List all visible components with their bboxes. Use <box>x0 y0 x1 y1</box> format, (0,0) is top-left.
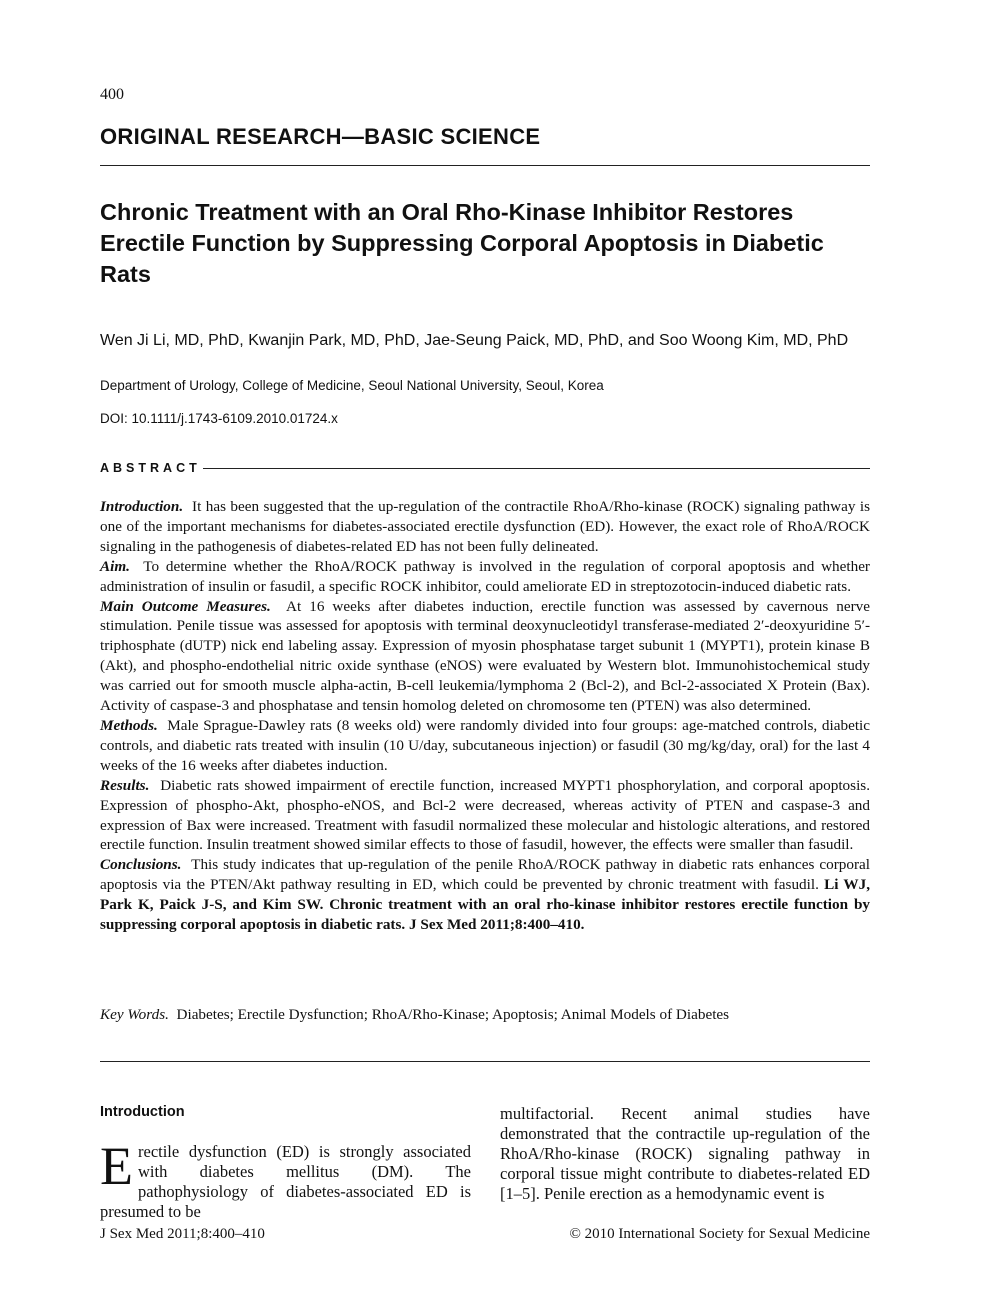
article-title: Chronic Treatment with an Oral Rho-Kinase Inhibitor Restores Erectile Function by Suppressing Corporal Apoptosis in Diabetic Rats <box>100 199 824 287</box>
abstract-body <box>100 497 870 935</box>
abstract-heading-rule <box>203 468 870 469</box>
header-divider <box>100 165 870 166</box>
keywords <box>100 1006 870 1024</box>
abstract-aim-label: Aim. <box>100 557 130 575</box>
keywords-text: Diabetes; Erectile Dysfunction; RhoA/Rho-Kinase; Apoptosis; Animal Models of Diabetes <box>176 1006 730 1023</box>
abstract-aim-text: To determine whether the RhoA/ROCK pathway is involved in the regulation of corporal apoptosis and whether administration of insulin or fasudil, a specific ROCK inhibitor, could ameliorate ED in streptozotocin-induced diabetic rats. <box>100 557 870 595</box>
footer-copyright: © 2010 International Society for Sexual Medicine <box>569 1226 870 1242</box>
abstract-divider <box>100 1061 870 1062</box>
introduction-heading: Introduction <box>100 1104 185 1120</box>
abstract-results-text: Diabetic rats showed impairment of erectile function, increased MYPT1 phosphorylation, and corporal apoptosis. Expression of phospho-Akt, phospho-eNOS, and Bcl-2 were decreased, whereas activity of PTEN and caspase-3 and expression of Bax were increased. Treatment with fasudil normalized these molecular and histologic alterations, and restored erectile function. Insulin treatment showed similar effects to those of fasudil, however, the effects were smaller than fasudil. <box>100 776 870 854</box>
abstract-conclusions-label: Conclusions. <box>100 856 182 874</box>
doi: DOI: 10.1111/j.1743-6109.2010.01724.x <box>100 411 338 426</box>
abstract-methods-text: Male Sprague-Dawley rats (8 weeks old) were randomly divided into four groups: age-matched controls, diabetic controls, and diabetic rats treated with insulin (10 U/day, subcutaneous injection) or fasudil (30 mg/kg/day, oral) for the last 4 weeks of the 16 weeks after diabetes induction. <box>100 716 870 774</box>
drop-cap: E <box>100 1136 133 1196</box>
abstract-introduction-text: It has been suggested that the up-regulation of the contractile RhoA/Rho-kinase (ROCK) signaling pathway is one of the important mechanisms for diabetes-associated erectile dysfunction (ED). However, the exact role of RhoA/ROCK signaling in the pathogenesis of diabetes-related ED has not been fully delineated. <box>100 498 870 555</box>
abstract-methods <box>100 716 870 776</box>
keywords-label: Key Words. <box>100 1006 169 1023</box>
abstract-conclusions-text: This study indicates that up-regulation of the penile RhoA/ROCK pathway in diabetic rats enhances corporal apoptosis via the PTEN/Akt pathway resulting in ED, which could be prevented by chronic treatment with fasudil. <box>100 856 870 894</box>
left-column-text <box>100 1136 471 1222</box>
abstract-citation: Li WJ, Park K, Paick J-S, and Kim SW. Chronic treatment with an oral rho-kinase inhibitor restores erectile function by suppressing corporal apoptosis in diabetic rats. J Sex Med 2011;8:400–410. <box>100 876 871 934</box>
page-number: 400 <box>100 86 124 103</box>
abstract-aim <box>100 557 870 597</box>
abstract-results-label: Results. <box>100 776 150 794</box>
affiliation: Department of Urology, College of Medicine, Seoul National University, Seoul, Korea <box>100 378 604 393</box>
author-list: Wen Ji Li, MD, PhD, Kwanjin Park, MD, PhD, Jae-Seung Paick, MD, PhD, and Soo Woong Kim, MD, PhD <box>100 332 849 349</box>
abstract-introduction <box>100 497 870 557</box>
right-column-paragraph: multifactorial. Recent animal studies have demonstrated that the contractile up-regulation of the RhoA/Rho-kinase (ROCK) signaling pathway in corporal tissue might contribute to diabetes-related ED [1–5]. Penile erection as a hemodynamic event is <box>500 1104 870 1203</box>
abstract-main-outcome <box>100 597 870 716</box>
abstract-label: ABSTRACT <box>100 461 201 475</box>
abstract-results <box>100 776 870 856</box>
abstract-heading <box>100 461 870 475</box>
abstract-main-outcome-text: At 16 weeks after diabetes induction, erectile function was assessed by cavernous nerve stimulation. Penile tissue was assessed for apoptosis with terminal deoxynucleotidyl transferase-mediated 2′-deoxyuridine 5′-triphosphate (dUTP) nick end labeling assay. Expression of myosin phosphatase target subunit 1 (MYPT1), protein kinase B (Akt), and phospho-endothelial nitric oxide synthase (eNOS) were evaluated by Western blot. Immunohistochemical study was carried out for smooth muscle alpha-actin, B-cell leukemia/lymphoma 2 (Bcl-2), and Bcl-2-associated X Protein (Bax). Activity of caspase-3 and phosphatase and tensin homolog deleted on chromosome ten (PTEN) was also determined. <box>100 597 870 715</box>
abstract-conclusions <box>100 855 870 935</box>
left-column-paragraph: rectile dysfunction (ED) is strongly associated with diabetes mellitus (DM). The pathophysiology of diabetes-associated ED is presumed to be <box>100 1142 471 1221</box>
abstract-introduction-label: Introduction. <box>100 498 184 515</box>
section-label: ORIGINAL RESEARCH—BASIC SCIENCE <box>100 124 541 149</box>
abstract-methods-label: Methods. <box>100 716 158 734</box>
footer-journal: J Sex Med 2011;8:400–410 <box>100 1226 265 1242</box>
abstract-main-outcome-label: Main Outcome Measures. <box>100 597 271 615</box>
